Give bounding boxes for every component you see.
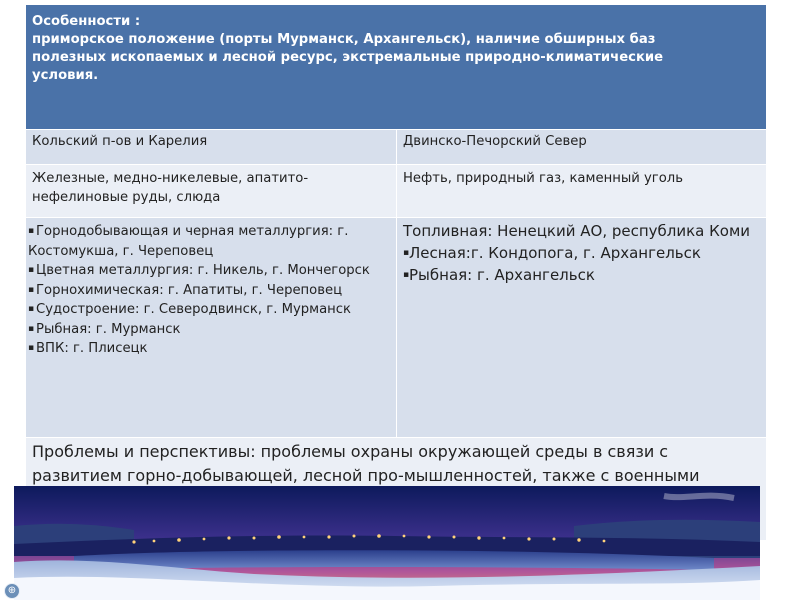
features-header-line-1: Особенности : (32, 14, 141, 29)
bullet-icon: ▪ (403, 248, 410, 258)
bullet-icon: ▪ (28, 226, 35, 236)
list-item (28, 320, 394, 340)
minerals-dvina-pechora: Нефть, природный газ, каменный уголь (397, 165, 767, 218)
fuel-industry-text: Топливная: Ненецкий АО, республика Коми (403, 222, 751, 240)
murmansk-night-panorama (14, 486, 760, 600)
bullet-icon: ▪ (28, 343, 35, 353)
industries-row (26, 218, 767, 438)
bullet-icon: ▪ (28, 323, 35, 334)
list-item-text: Рыбная: г. Архангельск (409, 266, 595, 284)
column-header-kola-karelia: Кольский п-ов и Карелия (26, 130, 397, 165)
features-header-line-3: полезных ископаемых и лесной ресурс, экстремальные природно-климатические (32, 50, 664, 65)
industries-dvina-pechora (397, 218, 767, 438)
list-item-text: Лесная:г. Кондопога, г. Архангельск (409, 244, 701, 262)
list-item-text: Цветная металлургия: г. Никель, г. Мончегорск (36, 263, 370, 278)
column-header-row (26, 130, 767, 165)
industries-kola-karelia (26, 218, 397, 438)
list-item (28, 261, 394, 281)
list-item (28, 339, 394, 359)
list-item (28, 300, 394, 320)
header-row (26, 5, 767, 130)
list-item (28, 281, 394, 301)
bullet-icon: ▪ (403, 270, 410, 280)
list-item-text: Рыбная: г. Мурманск (36, 321, 181, 337)
minerals-kola-karelia: Железные, медно-никелевые, апатито-нефелиновые руды, слюда (26, 165, 397, 218)
industries-left-list (28, 222, 394, 359)
bullet-icon: ▪ (28, 304, 35, 314)
list-item (28, 222, 394, 261)
list-item-text: ВПК: г. Плисецк (36, 341, 148, 356)
bullet-icon: ▪ (28, 284, 35, 295)
list-item (403, 264, 764, 286)
bullet-icon: ▪ (28, 265, 35, 275)
region-table (25, 4, 767, 541)
list-item (403, 242, 764, 264)
column-header-dvina-pechora: Двинско-Печорский Север (397, 130, 767, 165)
minerals-row (26, 165, 767, 218)
list-item-text: Судостроение: г. Северодвинск, г. Мурманск (36, 302, 351, 317)
list-item-text: Горнодобывающая и черная металлургия: г. Костомукша, г. Череповец (28, 224, 349, 259)
zoom-icon[interactable]: ⊕ (4, 583, 20, 599)
features-header-line-2: приморское положение (порты Мурманск, Архангельск), наличие обширных баз (32, 32, 656, 47)
panorama-image (14, 486, 760, 600)
industries-right-list (403, 242, 764, 286)
problems-text: Проблемы и перспективы: проблемы охраны окружающей среды в связи с развитием горно-добывающей, лесной про-мышленностей, также с военными (26, 438, 767, 541)
features-header (26, 5, 767, 130)
list-item-text: Горнохимическая: г. Апатиты, г. Череповец (36, 282, 343, 298)
features-header-line-4: условия. (32, 68, 99, 83)
